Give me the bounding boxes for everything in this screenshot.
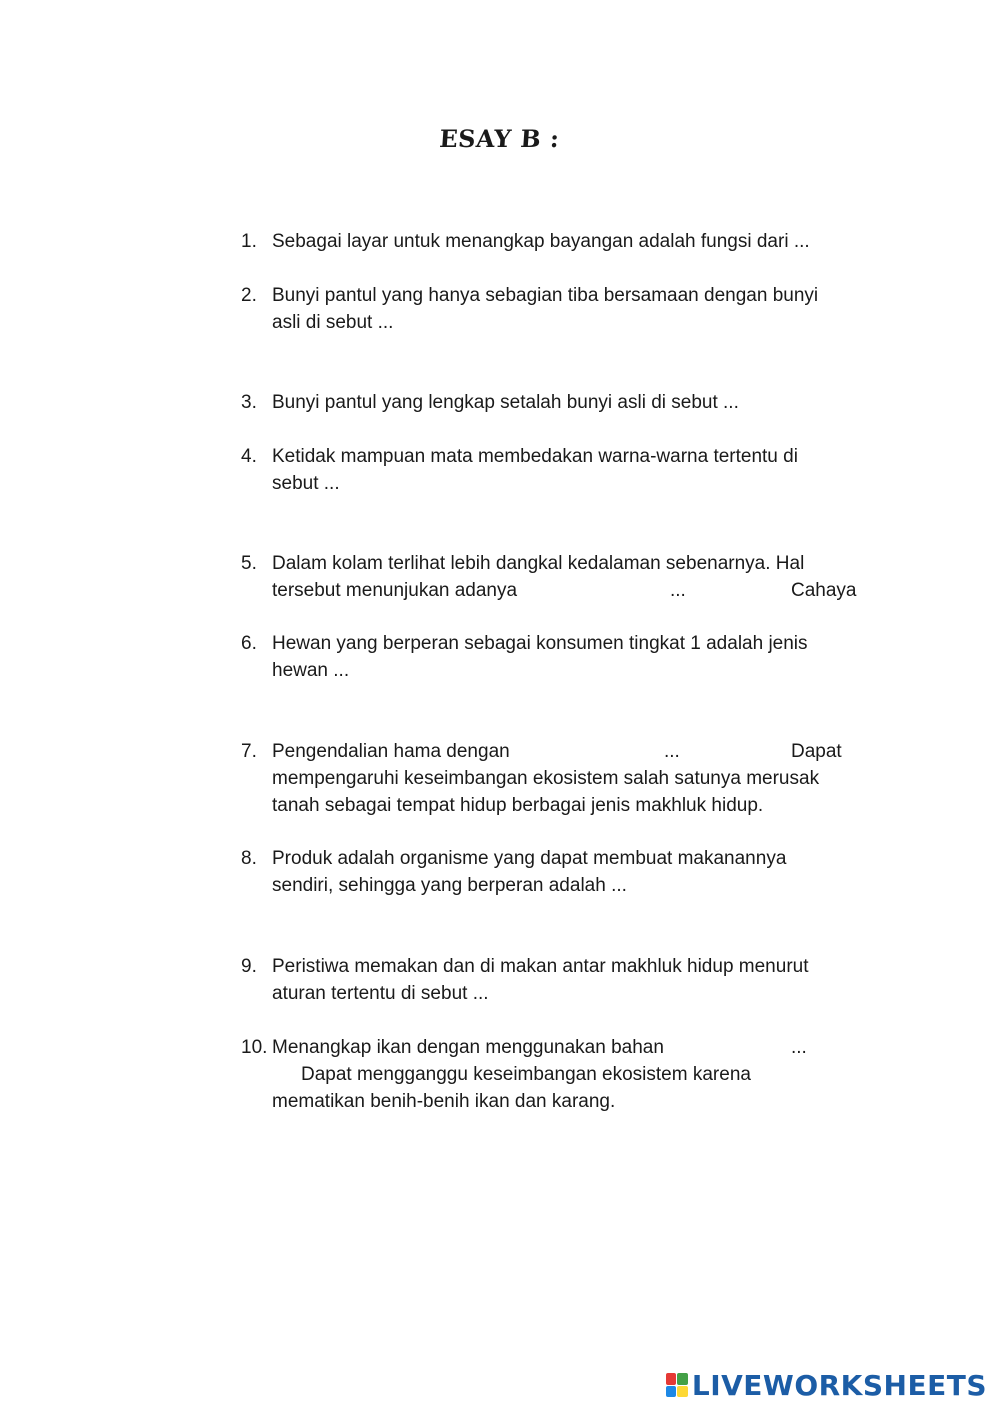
logo-square [666,1386,677,1398]
question-number: 1. [241,231,257,252]
question-text: Dapat mengganggu keseimbangan ekosistem karena [301,1064,751,1085]
question-text: tersebut menunjukan adanya [272,580,518,601]
answer-blank[interactable]: ... [664,741,680,762]
question-text: Peristiwa memakan dan di makan antar makhluk hidup menurut [272,956,809,977]
question-9 [241,953,861,1007]
question-3 [241,389,861,416]
question-text-spread [241,577,861,604]
question-text: mempengaruhi keseimbangan ekosistem salah satunya merusak [272,768,820,789]
question-text: Ketidak mampuan mata membedakan warna-warna tertentu di [272,446,798,467]
question-10 [241,1034,861,1115]
logo-square [677,1373,688,1385]
question-text: Dalam kolam terlihat lebih dangkal kedalaman sebenarnya. Hal [272,553,805,574]
question-text: mematikan benih-benih ikan dan karang. [272,1091,616,1112]
question-text: aturan tertentu di sebut ... [272,983,489,1004]
question-number: 3. [241,392,257,413]
question-number: 5. [241,553,257,574]
question-6 [241,630,861,684]
question-text: asli di sebut ... [272,312,394,333]
answer-blank[interactable]: ... [670,580,686,601]
question-text: Pengendalian hama dengan [272,741,510,762]
question-text: tanah sebagai tempat hidup berbagai jenis makhluk hidup. [272,795,764,816]
question-text: Menangkap ikan dengan menggunakan bahan [272,1037,664,1058]
page-title: ESAY B : [438,124,561,153]
question-1 [241,228,861,255]
question-4 [241,443,861,497]
question-text: Bunyi pantul yang lengkap setalah bunyi asli di sebut ... [272,392,739,413]
question-8 [241,845,861,899]
question-number: 2. [241,285,257,306]
question-number: 7. [241,741,257,762]
question-5 [241,550,861,604]
question-text-spread [241,738,861,765]
question-number: 9. [241,956,257,977]
question-number: 6. [241,633,257,654]
liveworksheets-logo [666,1369,987,1401]
question-7 [241,738,861,819]
question-text: hewan ... [272,660,350,681]
question-text: sendiri, sehingga yang berperan adalah ... [272,875,627,896]
question-text-spread [241,1034,861,1061]
question-text: Sebagai layar untuk menangkap bayangan adalah fungsi dari ... [272,231,810,252]
question-text: Cahaya [791,580,857,601]
question-text: Hewan yang berperan sebagai konsumen tingkat 1 adalah jenis [272,633,808,654]
question-number: 10. [241,1037,268,1058]
question-text: Produk adalah organisme yang dapat membuat makanannya [272,848,787,869]
question-text: Dapat [791,741,842,762]
question-2 [241,282,861,336]
liveworksheets-logo-icon [666,1373,688,1397]
answer-blank[interactable]: ... [791,1037,807,1058]
logo-square [666,1373,677,1385]
logo-text: LIVEWORKSHEETS [691,1368,987,1402]
question-number: 4. [241,446,257,467]
question-number: 8. [241,848,257,869]
question-text: sebut ... [272,473,340,494]
question-text: Bunyi pantul yang hanya sebagian tiba bersamaan dengan bunyi [272,285,819,306]
logo-square [677,1386,688,1398]
